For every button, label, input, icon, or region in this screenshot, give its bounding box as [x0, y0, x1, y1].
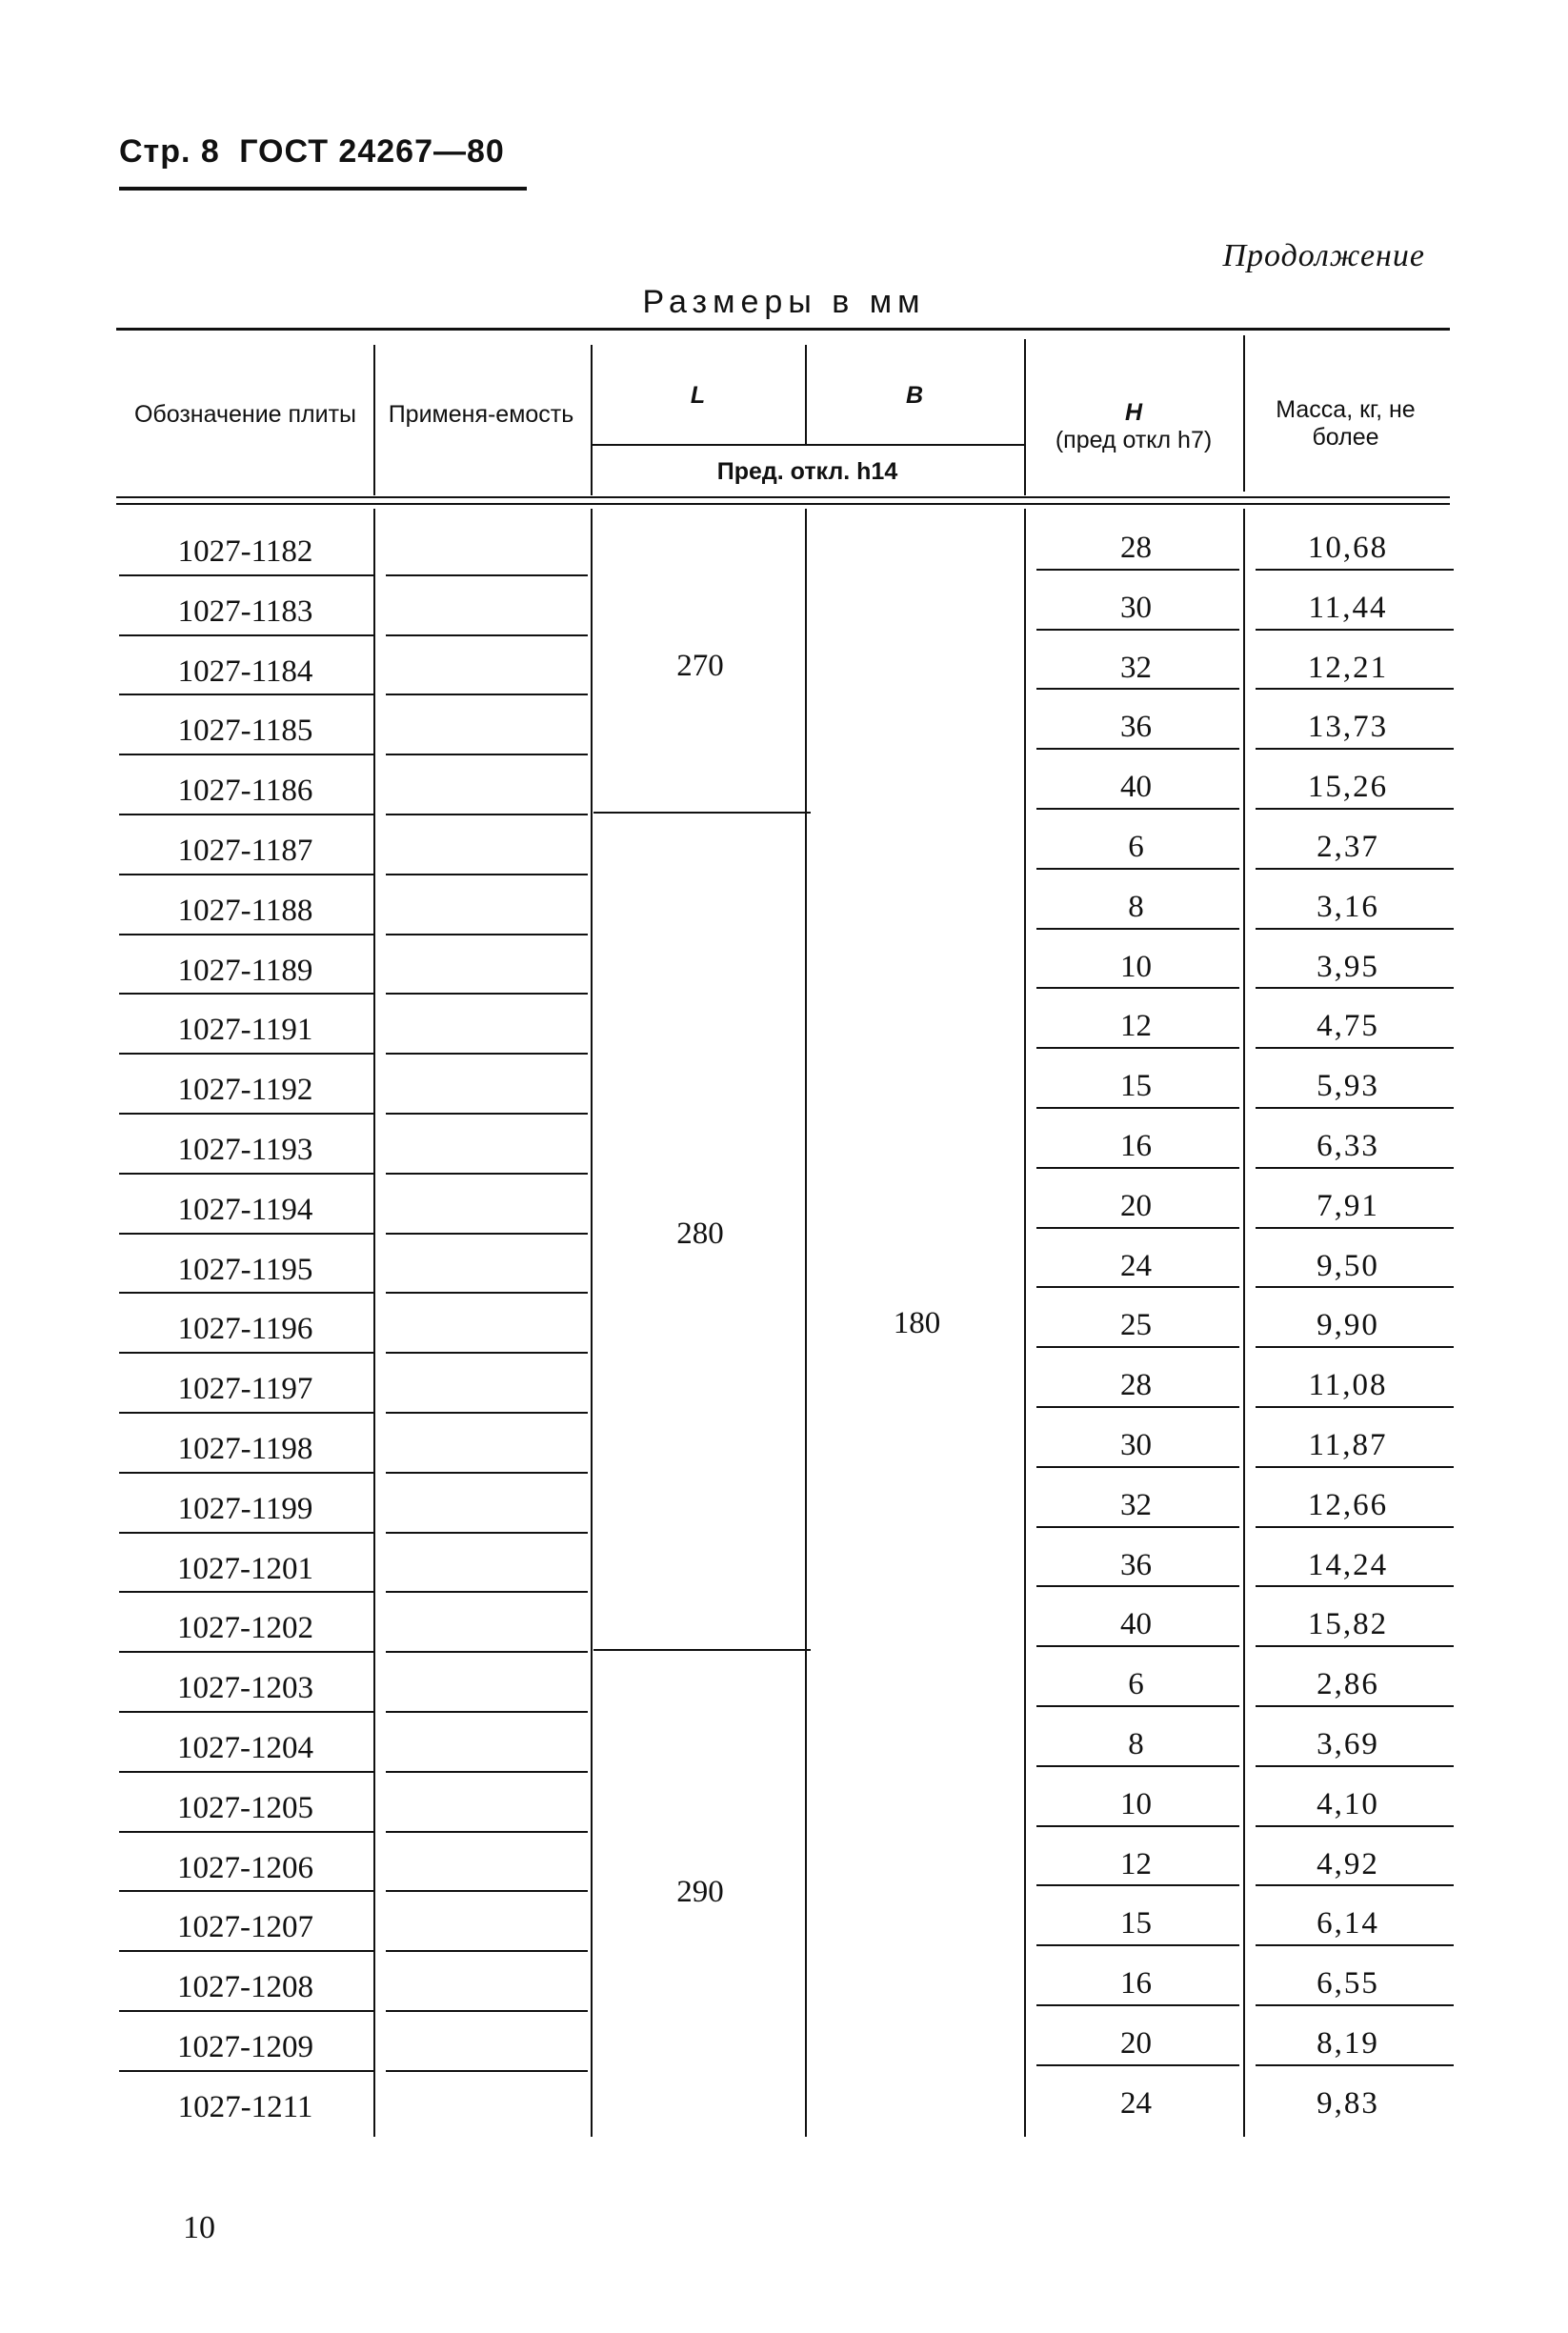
row-rule: [1036, 808, 1239, 810]
mass-cell: 10,68: [1307, 531, 1389, 565]
row-rule: [1036, 1227, 1239, 1229]
row-rule: [1256, 748, 1454, 750]
row-rule: [1036, 748, 1239, 750]
row-rule: [1256, 928, 1454, 930]
designation-cell: 1027-1198: [177, 1432, 313, 1466]
row-rule: [386, 1532, 588, 1534]
H-cell: 6: [1128, 1667, 1144, 1702]
row-rule: [386, 934, 588, 935]
mass-cell: 6,33: [1317, 1129, 1379, 1163]
row-rule: [386, 874, 588, 875]
designation-cell: 1027-1182: [177, 534, 313, 569]
row-rule: [386, 814, 588, 815]
row-rule: [1256, 808, 1454, 810]
row-rule: [1256, 868, 1454, 870]
row-rule: [386, 1950, 588, 1952]
column-divider: [1243, 509, 1245, 2137]
row-rule: [386, 1651, 588, 1653]
header-LB-rule: [593, 444, 1024, 446]
H-cell: 6: [1128, 830, 1144, 864]
designation-cell: 1027-1202: [177, 1611, 313, 1646]
mass-cell: 6,55: [1317, 1966, 1379, 2001]
row-rule: [386, 1890, 588, 1892]
row-rule: [1256, 1167, 1454, 1169]
row-rule: [1036, 1346, 1239, 1348]
designation-cell: 1027-1203: [177, 1671, 313, 1706]
mass-cell: 3,95: [1317, 949, 1379, 984]
H-cell: 15: [1120, 1069, 1152, 1104]
row-rule: [1256, 1227, 1454, 1229]
row-rule: [1256, 1705, 1454, 1707]
mass-cell: 11,44: [1308, 590, 1388, 625]
row-rule: [1036, 1645, 1239, 1647]
row-rule: [386, 1412, 588, 1414]
designation-cell: 1027-1187: [177, 834, 313, 868]
continuation-label: Продолжение: [1222, 238, 1425, 273]
H-cell: 30: [1120, 590, 1152, 625]
designation-cell: 1027-1193: [177, 1133, 313, 1167]
mass-cell: 14,24: [1307, 1547, 1389, 1582]
designation-cell: 1027-1183: [177, 593, 313, 629]
designation-cell: 1027-1199: [177, 1491, 313, 1526]
header-B: B: [905, 381, 924, 409]
designation-cell: 1027-1204: [177, 1731, 313, 1765]
row-rule: [1256, 1466, 1454, 1468]
row-rule: [386, 1233, 588, 1235]
designation-cell: 1027-1196: [177, 1312, 313, 1347]
row-rule: [1256, 1346, 1454, 1348]
row-rule: [1036, 688, 1239, 690]
L-group-cell: 290: [676, 1874, 724, 1909]
row-rule: [1256, 1765, 1454, 1767]
designation-cell: 1027-1211: [177, 2089, 313, 2124]
mass-cell: 2,86: [1317, 1667, 1379, 1702]
H-cell: 16: [1120, 1129, 1152, 1163]
row-rule: [1256, 1526, 1454, 1528]
row-rule: [1036, 1047, 1239, 1049]
H-cell: 8: [1128, 889, 1144, 924]
row-rule: [386, 1472, 588, 1474]
designation-cell: 1027-1207: [177, 1910, 313, 1945]
row-rule: [386, 1771, 588, 1773]
mass-cell: 11,08: [1308, 1368, 1388, 1403]
designation-cell: 1027-1192: [177, 1073, 313, 1108]
row-rule: [1036, 1406, 1239, 1408]
row-rule: [386, 2070, 588, 2072]
H-cell: 8: [1128, 1727, 1144, 1761]
row-rule: [386, 694, 588, 695]
designation-cell: 1027-1189: [177, 953, 313, 988]
row-rule: [1036, 1944, 1239, 1946]
mass-cell: 13,73: [1307, 710, 1389, 745]
units-label: Размеры в мм: [642, 284, 926, 320]
row-rule: [386, 1173, 588, 1175]
row-rule: [1036, 868, 1239, 870]
header-divider: [805, 345, 807, 444]
row-rule: [1036, 1526, 1239, 1528]
B-merged-cell: 180: [893, 1306, 941, 1341]
H-cell: 28: [1120, 1368, 1152, 1403]
row-rule: [386, 1591, 588, 1593]
H-cell: 12: [1120, 1846, 1152, 1881]
row-rule: [1256, 987, 1454, 989]
row-rule: [386, 993, 588, 995]
row-rule: [386, 634, 588, 636]
row-rule: [1256, 1884, 1454, 1886]
header-H-tolerance: (пред откл h7): [1055, 427, 1213, 453]
H-cell: 24: [1120, 2085, 1152, 2121]
row-rule: [1256, 1406, 1454, 1408]
page-number: 10: [183, 2210, 215, 2245]
designation-cell: 1027-1194: [177, 1192, 313, 1227]
H-cell: 24: [1120, 1248, 1152, 1283]
H-cell: 32: [1120, 1487, 1152, 1522]
H-cell: 20: [1120, 1188, 1152, 1223]
mass-cell: 8,19: [1317, 2026, 1379, 2061]
row-rule: [1036, 1466, 1239, 1468]
row-rule: [1036, 1884, 1239, 1886]
designation-cell: 1027-1205: [177, 1790, 313, 1825]
H-cell: 32: [1120, 650, 1152, 685]
row-rule: [1036, 1765, 1239, 1767]
designation-cell: 1027-1185: [177, 714, 313, 749]
page-header: [119, 133, 505, 171]
H-cell: 12: [1120, 1009, 1152, 1044]
row-rule: [1256, 1944, 1454, 1946]
H-cell: 16: [1120, 1966, 1152, 2001]
designation-cell: 1027-1197: [177, 1372, 313, 1407]
H-cell: 40: [1120, 1607, 1152, 1642]
mass-cell: 11,87: [1308, 1428, 1388, 1462]
designation-cell: 1027-1201: [177, 1551, 313, 1586]
row-rule: [1256, 1047, 1454, 1049]
H-cell: 10: [1120, 949, 1152, 984]
mass-cell: 7,91: [1317, 1188, 1379, 1223]
row-rule: [1256, 2004, 1454, 2006]
header-designation: Обозначение плиты: [133, 400, 357, 428]
header-divider: [1243, 335, 1245, 492]
header-divider: [373, 345, 375, 495]
row-rule: [386, 1053, 588, 1055]
row-rule: [1036, 1167, 1239, 1169]
row-rule: [1036, 2064, 1239, 2066]
header-H-cell: [1029, 370, 1238, 484]
mass-cell: 12,21: [1307, 650, 1389, 685]
row-rule: [1036, 1286, 1239, 1288]
row-rule: [1036, 1585, 1239, 1587]
standard-label: ГОСТ 24267—80: [239, 133, 505, 170]
designation-cell: 1027-1209: [177, 2030, 313, 2064]
column-divider: [1024, 509, 1026, 2137]
row-rule: [1036, 1107, 1239, 1109]
row-rule: [1036, 2004, 1239, 2006]
designation-cell: 1027-1184: [177, 654, 313, 689]
L-group-rule: [593, 812, 811, 814]
row-rule: [1036, 987, 1239, 989]
H-cell: 30: [1120, 1428, 1152, 1462]
mass-cell: 4,10: [1317, 1786, 1379, 1821]
row-rule: [1256, 2064, 1454, 2066]
header-tolerance-h14: Пред. откл. h14: [716, 457, 898, 485]
row-rule: [1256, 1825, 1454, 1827]
mass-cell: 6,14: [1317, 1906, 1379, 1941]
designation-cell: 1027-1195: [177, 1252, 313, 1287]
mass-cell: 4,75: [1317, 1009, 1379, 1044]
row-rule: [386, 1352, 588, 1354]
mass-cell: 5,93: [1317, 1069, 1379, 1104]
header-applicability: Применя-емость: [388, 400, 574, 428]
H-cell: 28: [1120, 531, 1152, 565]
row-rule: [1036, 928, 1239, 930]
mass-cell: 15,26: [1307, 770, 1389, 805]
row-rule: [1036, 629, 1239, 631]
L-group-rule: [593, 1649, 811, 1651]
H-cell: 36: [1120, 1547, 1152, 1582]
L-group-cell: 280: [676, 1217, 724, 1252]
row-rule: [386, 754, 588, 755]
designation-cell: 1027-1186: [177, 774, 313, 809]
mass-cell: 15,82: [1307, 1607, 1389, 1642]
page-label: Стр. 8: [119, 133, 220, 170]
mass-cell: 9,90: [1317, 1308, 1379, 1343]
H-cell: 15: [1120, 1906, 1152, 1941]
header-divider: [591, 345, 593, 495]
mass-cell: 9,83: [1317, 2085, 1379, 2121]
row-rule: [1036, 1705, 1239, 1707]
mass-cell: 3,16: [1317, 889, 1379, 924]
row-rule: [1256, 629, 1454, 631]
row-rule: [386, 1831, 588, 1833]
table-top-rule: [116, 328, 1450, 331]
row-rule: [386, 2010, 588, 2012]
H-cell: 10: [1120, 1786, 1152, 1821]
header-L: L: [690, 381, 706, 409]
row-rule: [1036, 569, 1239, 571]
header-divider: [1024, 339, 1026, 495]
row-rule: [1256, 1107, 1454, 1109]
L-group-cell: 270: [676, 648, 724, 683]
designation-cell: 1027-1188: [177, 893, 313, 928]
column-divider: [373, 509, 375, 2137]
row-rule: [1256, 688, 1454, 690]
header-mass: Масса, кг, не более: [1276, 396, 1416, 451]
H-cell: 36: [1120, 710, 1152, 745]
header-H: H: [1124, 399, 1143, 426]
column-divider: [591, 509, 593, 2137]
mass-cell: 12,66: [1307, 1487, 1389, 1522]
designation-cell: 1027-1206: [177, 1850, 313, 1885]
mass-cell: 4,92: [1317, 1846, 1379, 1881]
H-cell: 40: [1120, 770, 1152, 805]
mass-cell: 2,37: [1317, 830, 1379, 864]
row-rule: [386, 1292, 588, 1294]
row-rule: [1256, 569, 1454, 571]
row-rule: [1256, 1645, 1454, 1647]
row-rule: [1036, 1825, 1239, 1827]
column-divider: [805, 509, 807, 2137]
designation-cell: 1027-1191: [177, 1013, 313, 1048]
mass-cell: 3,69: [1317, 1727, 1379, 1761]
H-cell: 25: [1120, 1308, 1152, 1343]
H-cell: 20: [1120, 2026, 1152, 2061]
row-rule: [386, 1711, 588, 1713]
header-rule: [119, 187, 527, 191]
row-rule: [1256, 1585, 1454, 1587]
header-bottom-rule: [116, 496, 1450, 498]
mass-cell: 9,50: [1317, 1248, 1379, 1283]
row-rule: [386, 574, 588, 576]
designation-cell: 1027-1208: [177, 1970, 313, 2005]
header-bottom-rule: [116, 503, 1450, 505]
row-rule: [386, 1113, 588, 1115]
row-rule: [1256, 1286, 1454, 1288]
